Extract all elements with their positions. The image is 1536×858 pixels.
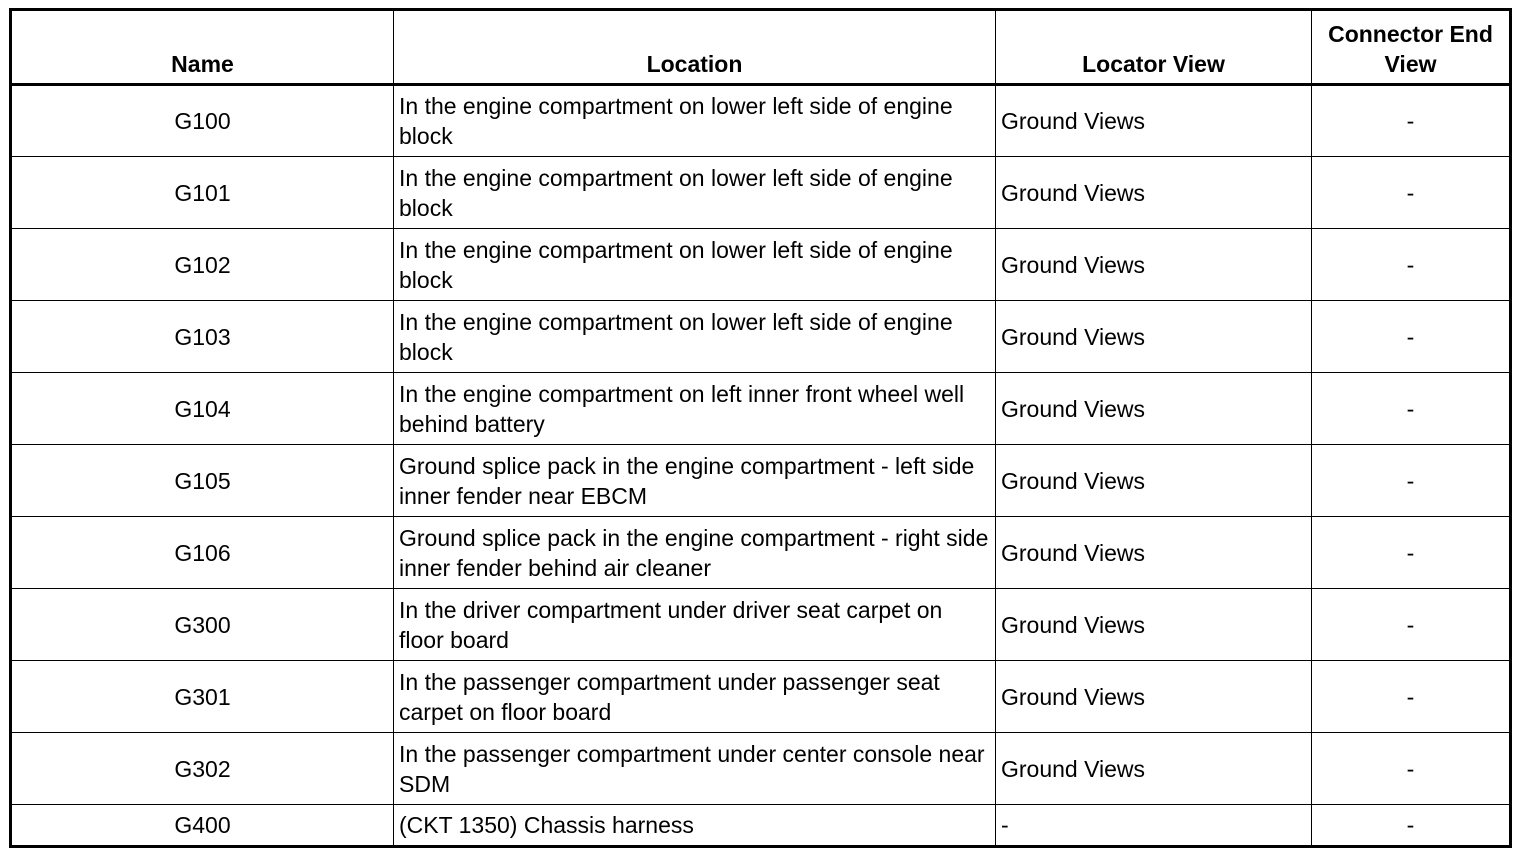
- cell-locator-view: Ground Views: [996, 301, 1312, 373]
- cell-locator-view: Ground Views: [996, 733, 1312, 805]
- table-body: [11, 85, 1511, 847]
- cell-connector-end-view: -: [1312, 805, 1511, 847]
- table-row: [11, 301, 1511, 373]
- cell-name: G106: [11, 517, 394, 589]
- cell-name: G400: [11, 805, 394, 847]
- cell-connector-end-view: -: [1312, 157, 1511, 229]
- cell-connector-end-view: -: [1312, 229, 1511, 301]
- cell-name: G100: [11, 85, 394, 157]
- table-row: [11, 157, 1511, 229]
- cell-location: In the engine compartment on lower left side of engine block: [394, 229, 996, 301]
- cell-locator-view: Ground Views: [996, 589, 1312, 661]
- table-row: [11, 85, 1511, 157]
- table-row: [11, 373, 1511, 445]
- cell-location: In the passenger compartment under passenger seat carpet on floor board: [394, 661, 996, 733]
- cell-name: G101: [11, 157, 394, 229]
- cell-connector-end-view: -: [1312, 733, 1511, 805]
- cell-location: Ground splice pack in the engine compartment - left side inner fender near EBCM: [394, 445, 996, 517]
- table-row: [11, 517, 1511, 589]
- cell-location: In the passenger compartment under center console near SDM: [394, 733, 996, 805]
- table-header: [11, 10, 1511, 85]
- cell-locator-view: Ground Views: [996, 661, 1312, 733]
- header-connector-end-view: Connector End View: [1312, 10, 1511, 85]
- cell-name: G105: [11, 445, 394, 517]
- cell-name: G102: [11, 229, 394, 301]
- header-row: [11, 10, 1511, 85]
- cell-name: G301: [11, 661, 394, 733]
- cell-location: In the driver compartment under driver seat carpet on floor board: [394, 589, 996, 661]
- cell-location: Ground splice pack in the engine compartment - right side inner fender behind air cleaner: [394, 517, 996, 589]
- cell-location: In the engine compartment on lower left side of engine block: [394, 157, 996, 229]
- cell-locator-view: Ground Views: [996, 445, 1312, 517]
- table-row: [11, 733, 1511, 805]
- cell-locator-view: Ground Views: [996, 373, 1312, 445]
- cell-name: G300: [11, 589, 394, 661]
- table-row: [11, 805, 1511, 847]
- header-locator-view: Locator View: [996, 10, 1312, 85]
- cell-name: G103: [11, 301, 394, 373]
- cell-locator-view: Ground Views: [996, 517, 1312, 589]
- header-name: Name: [11, 10, 394, 85]
- cell-location: In the engine compartment on lower left side of engine block: [394, 301, 996, 373]
- cell-connector-end-view: -: [1312, 517, 1511, 589]
- cell-connector-end-view: -: [1312, 589, 1511, 661]
- cell-connector-end-view: -: [1312, 301, 1511, 373]
- ground-locations-table-container: [9, 8, 1509, 848]
- table-row: [11, 589, 1511, 661]
- table-row: [11, 661, 1511, 733]
- cell-locator-view: Ground Views: [996, 157, 1312, 229]
- cell-connector-end-view: -: [1312, 85, 1511, 157]
- cell-connector-end-view: -: [1312, 445, 1511, 517]
- cell-locator-view: -: [996, 805, 1312, 847]
- cell-name: G104: [11, 373, 394, 445]
- table-row: [11, 229, 1511, 301]
- cell-locator-view: Ground Views: [996, 85, 1312, 157]
- table-row: [11, 445, 1511, 517]
- ground-locations-table: [9, 8, 1512, 848]
- header-location: Location: [394, 10, 996, 85]
- cell-location: In the engine compartment on left inner front wheel well behind battery: [394, 373, 996, 445]
- cell-connector-end-view: -: [1312, 373, 1511, 445]
- cell-location: In the engine compartment on lower left side of engine block: [394, 85, 996, 157]
- cell-name: G302: [11, 733, 394, 805]
- cell-connector-end-view: -: [1312, 661, 1511, 733]
- cell-locator-view: Ground Views: [996, 229, 1312, 301]
- cell-location: (CKT 1350) Chassis harness: [394, 805, 996, 847]
